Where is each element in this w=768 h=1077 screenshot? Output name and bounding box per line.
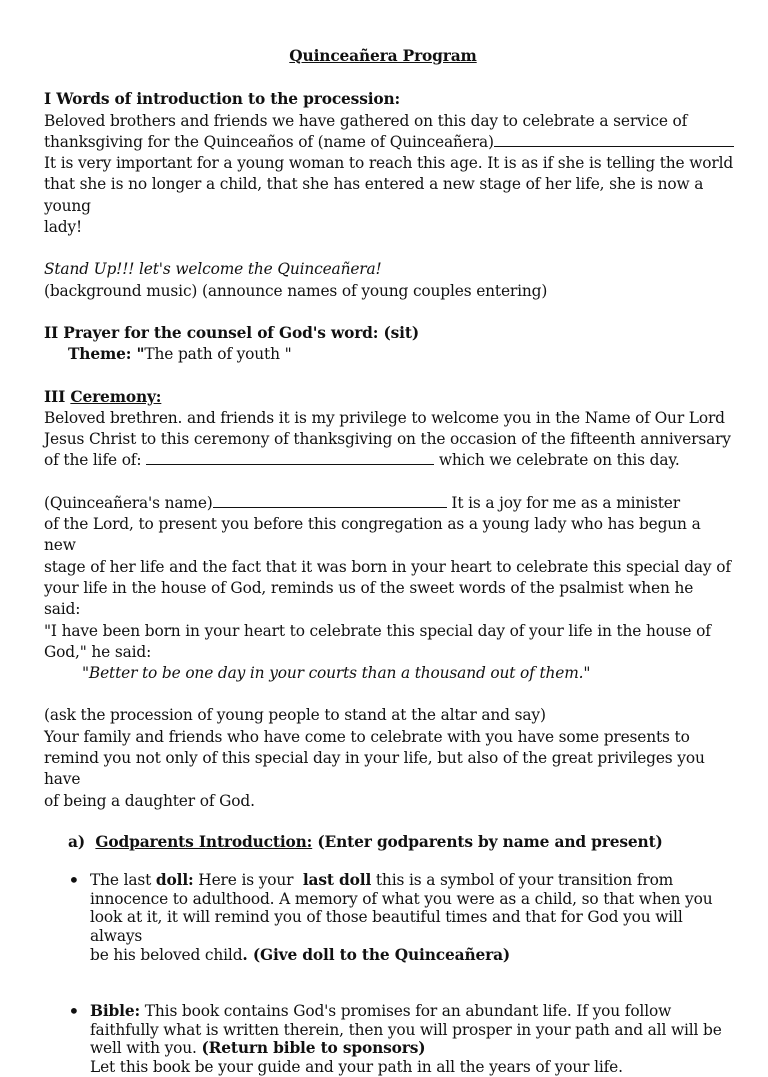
theme-line (44, 344, 734, 365)
text-span: well with you. (90, 1039, 202, 1058)
theme-label: Theme: " (68, 345, 145, 364)
bullet-line: look at it, it will remind you of those beautiful times and that for God you will always (90, 908, 683, 945)
psalm-quote: "Better to be one day in your courts than a thousand out of them." (82, 664, 591, 683)
section-introduction (44, 89, 734, 302)
bullet-line: faithfully what is written therein, then you will prosper in your path and all will be (90, 1020, 722, 1039)
text-span: It is a joy for me as a minister (446, 493, 680, 512)
text-span: This book contains God's promises for an abundant life. If you follow (140, 1002, 672, 1021)
godparents-instruction: (Enter godparents by name and present) (312, 832, 663, 851)
section-heading: I Words of introduction to the procession: (44, 90, 401, 109)
paragraph-line: of being a daughter of God. (44, 791, 255, 810)
paragraph-line: lady! (44, 218, 83, 237)
bullet-icon: • (68, 868, 80, 893)
paragraph-line: Beloved brothers and friends we have gathered on this day to celebrate a service of (44, 111, 688, 130)
paragraph-line: stage of her life and the fact that it was born in your heart to celebrate this special day of (44, 557, 731, 576)
theme-text: The path of youth " (144, 345, 292, 364)
text-span: of the life of: (44, 451, 147, 470)
paragraph-line: of the Lord, to present you before this congregation as a young lady who has begun a new (44, 515, 701, 555)
section-ceremony (44, 387, 734, 812)
text-span: which we celebrate on this day. (434, 451, 680, 470)
text-span: The last (90, 871, 156, 890)
name-blank-line (213, 493, 447, 508)
text-span: this is a symbol of your transition from (371, 871, 674, 890)
paragraph-line: God," he said: (44, 642, 152, 661)
text-span: . (Give doll to the Quinceañera) (242, 945, 511, 964)
paragraph-line (44, 450, 734, 471)
bullet-line (90, 871, 734, 890)
bullet-line (90, 1039, 734, 1058)
paragraph-line (44, 493, 734, 514)
text-span: be his beloved child (90, 945, 243, 964)
paragraph-line: "I have been born in your heart to celebrate this special day of your life in the house of (44, 621, 711, 640)
document-title: Quinceañera Program (289, 47, 477, 65)
text-span: (Quinceañera's name) (44, 493, 213, 512)
list-item-doll (44, 868, 734, 964)
section-heading: II Prayer for the counsel of God's word: (sit) (44, 323, 419, 342)
name-blank-line (494, 132, 734, 147)
bullet-line: innocence to adulthood. A memory of what you were as a child, so that when you (90, 889, 713, 908)
bullet-line (90, 946, 734, 965)
stage-direction: (ask the procession of young people to stand at the altar and say) (44, 706, 546, 725)
paragraph-line: It is very important for a young woman to reach this age. It is as if she is telling the world (44, 154, 734, 173)
section-prayer (44, 323, 734, 366)
godparents-label: Godparents Introduction: (95, 832, 313, 851)
text-span: doll: (155, 871, 194, 890)
paragraph-line: Beloved brethren. and friends it is my privilege to welcome you in the Name of Our Lord (44, 408, 725, 427)
section-heading (44, 387, 734, 408)
section-heading-text: Ceremony: (70, 387, 162, 406)
text-span: (Return bible to sponsors) (201, 1039, 426, 1058)
paragraph-line: Your family and friends who have come to celebrate with you have some presents to (44, 727, 690, 746)
text-span: last doll (302, 871, 372, 890)
paragraph-line: remind you not only of this special day in your life, but also of the great privileges you have (44, 749, 705, 789)
text-span: Here is your (193, 871, 303, 890)
paragraph-line (44, 132, 734, 153)
bullet-line (90, 1002, 734, 1021)
stand-up-line: Stand Up!!! let's welcome the Quinceañera! (44, 260, 382, 279)
list-item-bible (44, 999, 734, 1076)
stage-direction: (background music) (announce names of young couples entering) (44, 281, 548, 300)
list-marker: a) (68, 832, 85, 851)
text-span: thanksgiving for the Quinceaños of (name of Quinceañera) (44, 132, 494, 151)
bullet-line: Let this book be your guide and your path in all the years of your life. (90, 1057, 623, 1076)
godparents-heading (44, 832, 734, 853)
section-number: III (44, 387, 71, 406)
paragraph-line: Jesus Christ to this ceremony of thanksgiving on the occasion of the fifteenth anniversary (44, 430, 731, 449)
text-span: Bible: (90, 1002, 141, 1021)
document-page (44, 46, 734, 1077)
bullet-icon: • (68, 999, 80, 1024)
paragraph-line: that she is no longer a child, that she has entered a new stage of her life, she is now a young (44, 175, 704, 215)
paragraph-line: your life in the house of God, reminds us of the sweet words of the psalmist when he said: (44, 578, 694, 619)
name-blank-line (146, 450, 434, 465)
